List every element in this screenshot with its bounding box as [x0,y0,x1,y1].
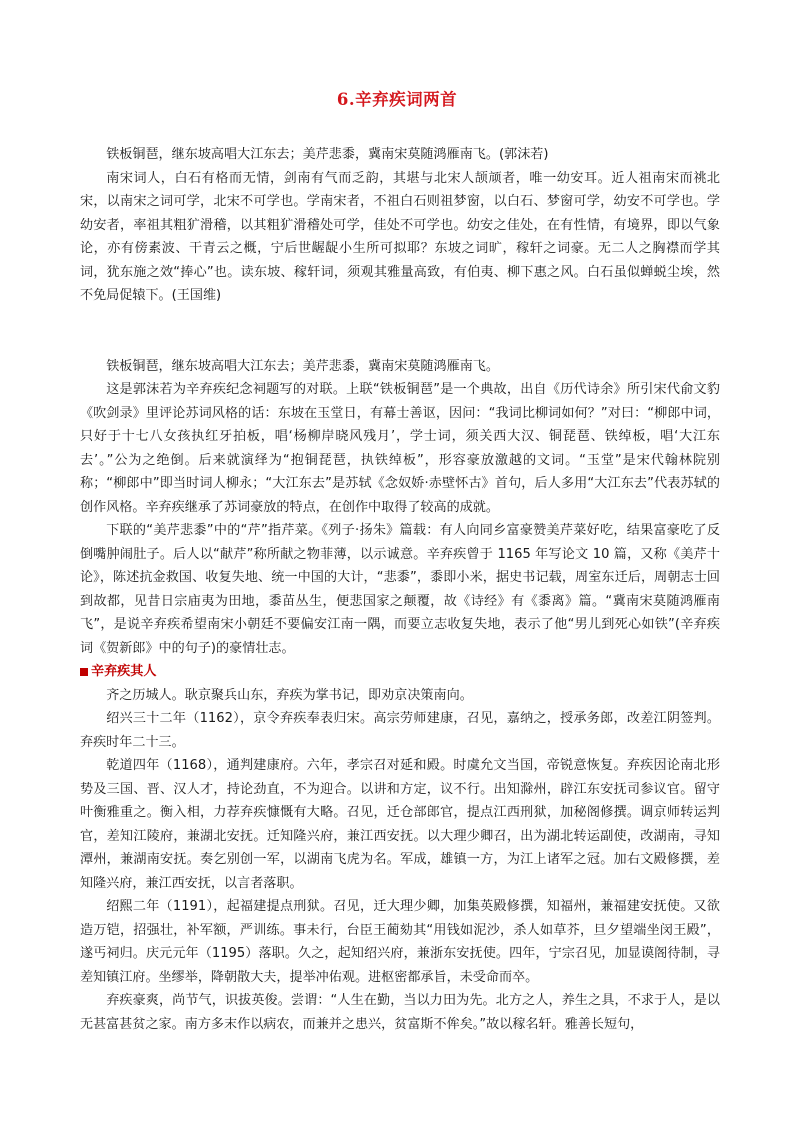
section-heading-xin-qiji [80,660,720,684]
paragraph-qiandao: 乾道四年（1168），通判建康府。六年，孝宗召对延和殿。时虞允文当国，帝锐意恢复。弃疾因论南北形势及三国、晋、汉人才，持论劲直，不为迎合。以讲和方定，议不行。出知滁州，辟江东安抚司参议官。留守叶衡雅重之。衡入相，力荐弃疾慷慨有大略。召见，迁仓部郎官，提点江西刑狱，加秘阁修撰。调京师转运判官，差知江陵府，兼湖北安抚。迁知隆兴府，兼江西安抚。以大理少卿召，出为湖北转运副使，改湖南，寻知潭州，兼湖南安抚。奏乞别创一军，以湖南飞虎为名。军成，雄镇一方，为江上诸军之冠。加右文殿修撰，差知隆兴府，兼江西安抚，以言者落职。 [80,758,720,891]
paragraph-shaoxi: 绍熙二年（1191），起福建提点刑狱。召见，迁大理少卿，加集英殿修撰，知福州，兼福建安抚使。又欲造万铠，招强壮，补军额，严训练。事未行，台臣王蔺劾其“用钱如泥沙，杀人如草芥，旦夕望端坐闵王殿”，遂丐祠归。庆元元年（1195）落职。久之，起知绍兴府，兼浙东安抚使。四年，宁宗召见，加显谟阁待制，寻差知镇江府。坐缪举，降朝散大夫，提举冲佑观。进枢密都承旨，未受命而卒。 [80,899,720,985]
paragraph-couplet-guomoruo: 铁板铜琶，继东坡高唱大江东去；美芹悲黍，冀南宋莫随鸿雁南飞。(郭沫若) [106,147,549,162]
paragraph-origin: 齐之历城人。耿京聚兵山东，弃疾为掌书记，即劝京决策南向。 [106,687,473,703]
paragraph-lower-couplet-explanation: 下联的“美芹悲黍”中的“芹”指芹菜。《列子·扬朱》篇载：有人向同乡富豪赞美芹菜好吃，结果富豪吃了反倒嘴肿闹肚子。后人以“献芹”称所献之物菲薄，以示诚意。辛弃疾曾于 1165 年写论文 10 篇，又称《美芹十论》，陈述抗金救国、收复失地、统一中国的大计，“悲黍”，黍即小米，据史书记载，周室东迁后，周朝志士回到故都，见昔日宗庙夷为田地，黍苗丛生，便悲国家之颠覆，故《诗经》有《黍离》篇。“冀南宋莫随鸿雁南飞”，是说辛弃疾希望南宋小朝廷不要偏安江南一隅，而要立志收复失地，表示了他“男儿到死心如铁”(辛弃疾词《贺新郎》中的句子)的豪情壮志。 [80,523,720,656]
paragraph-shaoxing: 绍兴三十二年（1162），京令弃疾奉表归宋。高宗劳师建康，召见，嘉纳之，授承务郎，改差江阴签判。弃疾时年二十三。 [80,711,720,750]
paragraph-character: 弃疾豪爽，尚节气，识拔英俊。尝谓：“人生在勤，当以力田为先。北方之人，养生之具，不求于人，是以无甚富甚贫之家。南方多末作以病农，而兼并之患兴，贫富斯不侔矣。”故以稼名轩。雅善长短句， [80,993,720,1032]
red-square-bullet-icon [80,668,88,676]
paragraph-couplet-repeat: 铁板铜琶，继东坡高唱大江东去；美芹悲黍，冀南宋莫随鸿雁南飞。 [106,358,499,374]
document-body [80,143,720,1036]
paragraph-wang-guowei-commentary: 南宋词人，白石有格而无情，剑南有气而乏韵，其堪与北宋人颉颃者，唯一幼安耳。近人祖南宋而祧北宋，以南宋之词可学，北宋不可学也。学南宋者，不祖白石则祖梦窗，以白石、梦窗可学，幼安不可学也。学幼安者，率祖其粗犷滑稽，以其粗犷滑稽处可学，佳处不可学也。幼安之佳处，在有性情，有境界，即以气象论，亦有傍素波、干青云之概，宁后世龌龊小生所可拟耶？东坡之词旷，稼轩之词豪。无二人之胸襟而学其词，犹东施之效“捧心”也。读东坡、稼轩词，须观其雅量高致，有伯夷、柳下惠之风。白石虽似蝉蜕尘埃，然不免局促辕下。(王国维) [80,170,720,303]
section-gap [80,308,720,355]
paragraph-upper-couplet-explanation: 这是郭沫若为辛弃疾纪念祠题写的对联。上联“铁板铜琶”是一个典故，出自《历代诗余》所引宋代俞文豹《吹剑录》里评论苏词风格的话：东坡在玉堂日，有幕士善讴，因问：“我词比柳词如何？”对曰：“柳郎中词，只好于十七八女孩执红牙拍板，唱‘杨柳岸晓风残月’，学士词，须关西大汉、铜琵琶、铁绰板，唱‘大江东去’。”公为之绝倒。后来就演绎为“抱铜琵琶，执铁绰板”，形容豪放激越的文词。“玉堂”是宋代翰林院别称；“柳郎中”即当时词人柳永；“大江东去”是苏轼《念奴娇·赤壁怀古》首句，后人多用“大江东去”代表苏轼的创作风格。辛弃疾继承了苏词豪放的特点，在创作中取得了较高的成就。 [80,382,720,515]
page-title: 6.辛弃疾词两首 [336,90,458,109]
section-heading-label: 辛弃疾其人 [91,664,157,679]
